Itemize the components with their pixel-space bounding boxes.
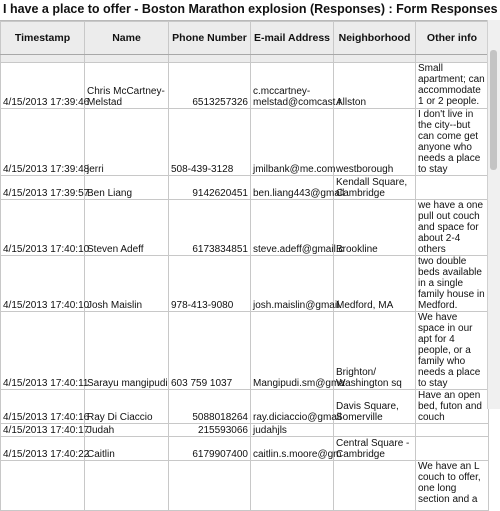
name-cell[interactable]: jerri (85, 109, 169, 176)
table-row[interactable] (1, 390, 489, 424)
header-row (1, 22, 489, 55)
divider-cell (85, 55, 169, 63)
timestamp-cell[interactable] (1, 461, 85, 511)
phone-cell[interactable]: 215593066 (169, 424, 251, 437)
timestamp-cell[interactable]: 4/15/2013 17:40:10 (1, 200, 85, 256)
name-cell[interactable]: Sarayu mangipudi (85, 312, 169, 390)
table-row[interactable] (1, 109, 489, 176)
email-cell[interactable] (251, 461, 334, 511)
neighborhood-cell[interactable]: Allston (334, 63, 416, 109)
timestamp-cell[interactable]: 4/15/2013 17:40:10 (1, 256, 85, 312)
vertical-scrollbar[interactable] (487, 20, 500, 409)
name-cell[interactable]: Caitlin (85, 437, 169, 461)
frozen-divider-row (1, 55, 489, 63)
email-cell[interactable]: judahjls (251, 424, 334, 437)
timestamp-cell[interactable]: 4/15/2013 17:39:46 (1, 63, 85, 109)
timestamp-cell[interactable]: 4/15/2013 17:40:11 (1, 312, 85, 390)
table-row[interactable] (1, 63, 489, 109)
phone-cell[interactable]: 6179907400 (169, 437, 251, 461)
table-row[interactable] (1, 256, 489, 312)
other-info-cell[interactable]: Have an open bed, futon and couch (416, 390, 489, 424)
timestamp-cell[interactable]: 4/15/2013 17:40:16 (1, 390, 85, 424)
phone-cell[interactable]: 6513257326 (169, 63, 251, 109)
neighborhood-cell[interactable]: Brighton/ Washington sq (334, 312, 416, 390)
divider-cell (334, 55, 416, 63)
neighborhood-cell[interactable]: Kendall Square, Cambridge (334, 176, 416, 200)
name-cell[interactable]: Ray Di Ciaccio (85, 390, 169, 424)
phone-cell[interactable] (169, 461, 251, 511)
table-row[interactable] (1, 461, 489, 511)
name-cell[interactable]: Josh Maislin (85, 256, 169, 312)
email-cell[interactable]: caitlin.s.moore@gm (251, 437, 334, 461)
neighborhood-cell[interactable] (334, 424, 416, 437)
column-header-neighborhood[interactable]: Neighborhood (334, 22, 416, 55)
phone-cell[interactable]: 978-413-9080 (169, 256, 251, 312)
neighborhood-cell[interactable] (334, 461, 416, 511)
divider-cell (416, 55, 489, 63)
other-info-cell[interactable] (416, 176, 489, 200)
other-info-cell[interactable]: we have a one pull out couch and space for about 2-4 others (416, 200, 489, 256)
other-info-cell[interactable] (416, 437, 489, 461)
phone-cell[interactable]: 603 759 1037 (169, 312, 251, 390)
divider-cell (169, 55, 251, 63)
email-cell[interactable]: steve.adeff@gmail.c (251, 200, 334, 256)
name-cell[interactable]: Chris McCartney-Melstad (85, 63, 169, 109)
divider-cell (1, 55, 85, 63)
responses-table (0, 21, 489, 511)
phone-cell[interactable]: 5088018264 (169, 390, 251, 424)
other-info-cell[interactable]: We have space in our apt for 4 people, or a family who needs a place to stay (416, 312, 489, 390)
other-info-cell[interactable] (416, 424, 489, 437)
email-cell[interactable]: ray.diciaccio@gmail (251, 390, 334, 424)
column-header-email[interactable]: E-mail Address (251, 22, 334, 55)
table-row[interactable] (1, 176, 489, 200)
timestamp-cell[interactable]: 4/15/2013 17:39:48 (1, 109, 85, 176)
column-header-other-info[interactable]: Other info (416, 22, 489, 55)
phone-cell[interactable]: 508-439-3128 (169, 109, 251, 176)
email-cell[interactable]: ben.liang443@gmail (251, 176, 334, 200)
other-info-cell[interactable]: We have an L couch to offer, one long section and a (416, 461, 489, 511)
name-cell[interactable] (85, 461, 169, 511)
other-info-cell[interactable]: two double beds available in a single family house in Medford. (416, 256, 489, 312)
table-row[interactable] (1, 200, 489, 256)
scrollbar-thumb[interactable] (490, 50, 497, 170)
neighborhood-cell[interactable]: Central Square - Cambridge (334, 437, 416, 461)
other-info-cell[interactable]: Small apartment; can accommodate 1 or 2 people. (416, 63, 489, 109)
neighborhood-cell[interactable]: westborough (334, 109, 416, 176)
timestamp-cell[interactable]: 4/15/2013 17:39:57 (1, 176, 85, 200)
name-cell[interactable]: Ben Liang (85, 176, 169, 200)
divider-cell (251, 55, 334, 63)
timestamp-cell[interactable]: 4/15/2013 17:40:17 (1, 424, 85, 437)
sheet-title: I have a place to offer - Boston Marathon explosion (Responses) : Form Responses (0, 0, 500, 19)
table-row[interactable] (1, 437, 489, 461)
email-cell[interactable]: Mangipudi.sm@gma (251, 312, 334, 390)
column-header-timestamp[interactable]: Timestamp (1, 22, 85, 55)
timestamp-cell[interactable]: 4/15/2013 17:40:22 (1, 437, 85, 461)
column-header-phone[interactable]: Phone Number (169, 22, 251, 55)
neighborhood-cell[interactable]: Medford, MA (334, 256, 416, 312)
other-info-cell[interactable]: I don't live in the city--but can come get anyone who needs a place to stay (416, 109, 489, 176)
name-cell[interactable]: Judah (85, 424, 169, 437)
neighborhood-cell[interactable]: Davis Square, Somerville (334, 390, 416, 424)
table-row[interactable] (1, 312, 489, 390)
table-row[interactable] (1, 424, 489, 437)
responses-sheet (0, 20, 500, 505)
column-header-name[interactable]: Name (85, 22, 169, 55)
email-cell[interactable]: josh.maislin@gmail. (251, 256, 334, 312)
email-cell[interactable]: jmilbank@me.com (251, 109, 334, 176)
neighborhood-cell[interactable]: Brookline (334, 200, 416, 256)
email-cell[interactable]: c.mccartney-melstad@comcast.r (251, 63, 334, 109)
phone-cell[interactable]: 9142620451 (169, 176, 251, 200)
phone-cell[interactable]: 6173834851 (169, 200, 251, 256)
name-cell[interactable]: Steven Adeff (85, 200, 169, 256)
